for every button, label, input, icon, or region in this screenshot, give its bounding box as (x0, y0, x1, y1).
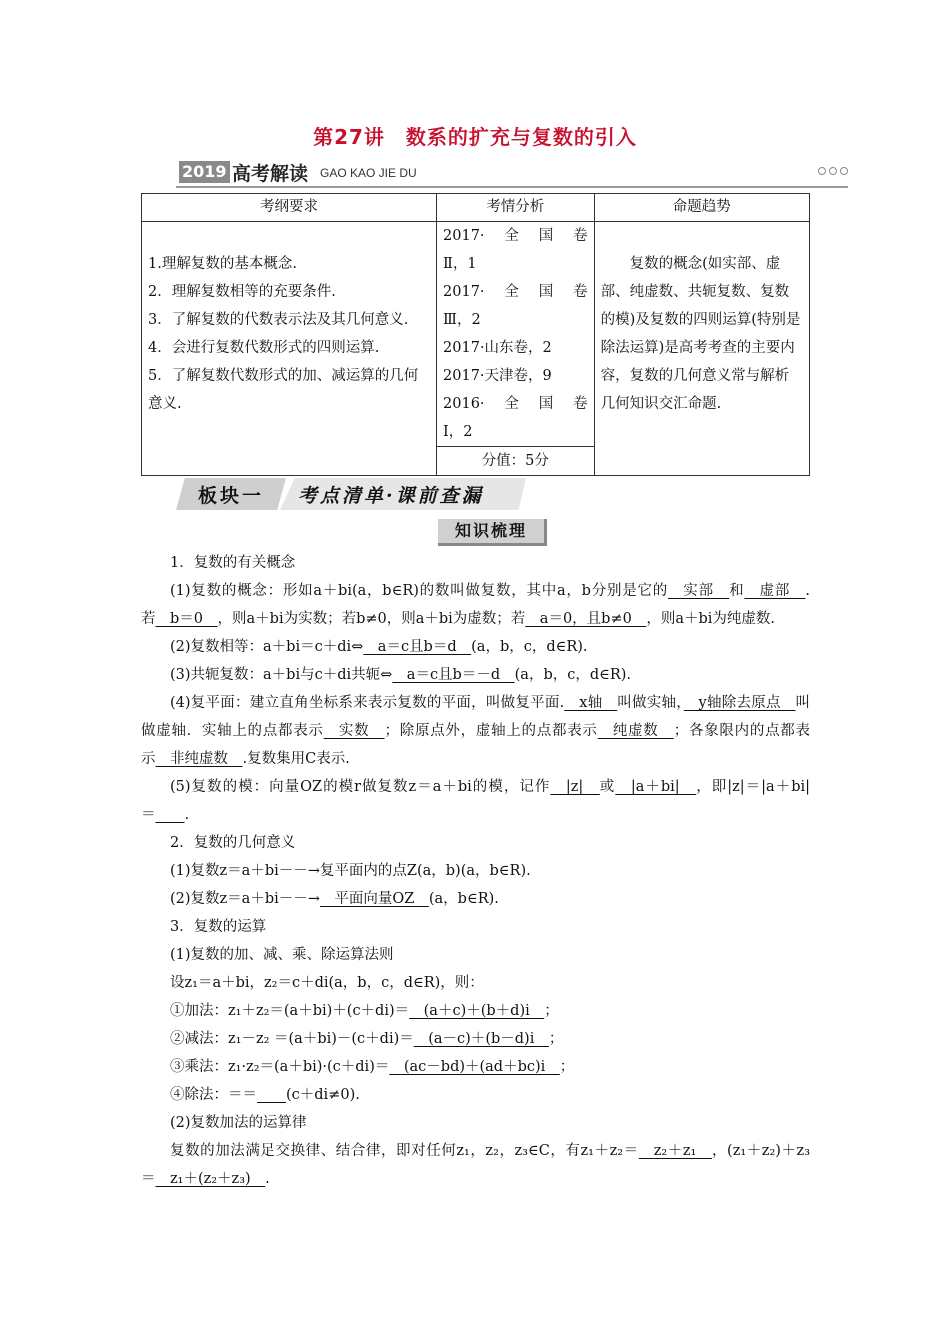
answer-blank: 平面向量OZ (319, 891, 429, 907)
requirements-cell (142, 222, 437, 476)
answer-blank: (a＋c)＋(b＋d)i (409, 1003, 545, 1019)
answer-blank: 实数 (323, 723, 385, 739)
paragraph-equality: (2)复数相等：a＋bi＝c＋di⇔ a＝c且b＝d (a，b，c，d∈R). (170, 639, 588, 655)
answer-blank: x轴 (564, 695, 618, 711)
knowledge-content (141, 549, 810, 1193)
requirement-item: 3．了解复数的代数表示法及其几何意义. (148, 312, 409, 328)
header-requirements: 考纲要求 (142, 194, 437, 222)
answer-blank: (a－c)＋(b－d)i (413, 1031, 549, 1047)
section-title: 考点清单·课前查漏 (298, 485, 484, 507)
answer-blank: b＝0 (155, 611, 218, 627)
answer-blank: 纯虚数 (597, 723, 674, 739)
answer-blank: z₂＋z₁ (638, 1143, 712, 1159)
analysis-item: 2017·全国卷 (443, 284, 588, 300)
requirement-item: 5．了解复数代数形式的加、减运算的几何意义. (148, 368, 419, 412)
heading-concepts: 1．复数的有关概念 (170, 555, 296, 571)
page-title: 第27讲 数系的扩充与复数的引入 (313, 125, 637, 149)
answer-blank: 实部 (668, 583, 730, 599)
answer-blank: a＝0，且b≠0 (525, 611, 647, 627)
paragraph-geometric-vector: (2)复数z＝a＋bi－－→ 平面向量OZ (a，b∈R). (170, 891, 499, 907)
paragraph-subtraction: ②减法：z₁－z₂ ＝(a＋bi)－(c＋di)＝ (a－c)＋(b－d)i ； (170, 1031, 564, 1047)
heading-geometric-meaning: 2．复数的几何意义 (170, 835, 296, 851)
paragraph-division: ④除法：＝＝ (c＋di≠0). (170, 1087, 360, 1103)
paragraph-addition: ①加法：z₁＋z₂＝(a＋bi)＋(c＋di)＝ (a＋c)＋(b＋d)i ； (170, 1003, 559, 1019)
paragraph-modulus: (5)复数的模：向量OZ的模r做复数z＝a＋bi的模，记作 |z| 或 |a＋bi| ，即|z|＝|a＋bi|＝ . (141, 779, 810, 823)
answer-blank (257, 1087, 286, 1103)
answer-blank: a＝c且b＝d (363, 639, 472, 655)
requirement-item: 2．理解复数相等的充要条件. (148, 284, 336, 300)
answer-blank: |z| (550, 779, 600, 795)
analysis-item: Ⅰ，2 (443, 424, 473, 440)
answer-blank: y轴除去原点 (683, 695, 796, 711)
answer-blank: 非纯虚数 (155, 751, 243, 767)
heading-operations: 3．复数的运算 (170, 919, 267, 935)
answer-blank: (ac－bd)＋(ad＋bc)i (389, 1059, 560, 1075)
score-value: 分值：5分 (437, 446, 594, 475)
trend-cell: 复数的概念(如实部、虚部、纯虚数、共轭复数、复数的模)及复数的四则运算(特别是除法运算)是高考考查的主要内容，复数的几何意义常与解析几何知识交汇命题. (594, 222, 809, 476)
exam-interpretation-banner (176, 159, 848, 188)
analysis-item: 2016·全国卷 (443, 396, 588, 412)
requirement-item: 4．会进行复数代数形式的四则运算. (148, 340, 380, 356)
paragraph-geometric-point: (1)复数z＝a＋bi－－→复平面内的点Z(a，b)(a，b∈R). (170, 863, 531, 879)
subheading-operation-rules: (1)复数的加、减、乘、除运算法则 (170, 947, 394, 963)
banner-year: 2019 (179, 161, 230, 183)
requirement-item: 1.理解复数的基本概念. (148, 256, 297, 272)
banner-english: GAO KAO JIE DU (320, 166, 417, 180)
analysis-item: 2017·全国卷 (443, 228, 588, 244)
answer-blank (156, 807, 185, 823)
section-banner (176, 478, 526, 510)
answer-blank: a＝c且b＝－d (392, 667, 515, 683)
answer-blank: 虚部 (744, 583, 806, 599)
paragraph-addition-laws: 复数的加法满足交换律、结合律，即对任何z₁，z₂，z₃∈C，有z₁＋z₂＝ z₂＋z₁ ，(z₁＋z₂)＋z₃＝ z₁＋(z₂＋z₃) . (141, 1143, 811, 1187)
subheading-addition-laws: (2)复数加法的运算律 (170, 1115, 307, 1131)
answer-blank: z₁＋(z₂＋z₃) (155, 1171, 266, 1187)
paragraph-complex-plane: (4)复平面：建立直角坐标系来表示复数的平面，叫做复平面. x轴 叫做实轴， y轴除去原点 叫做虚轴．实轴上的点都表示 实数 ；除原点外，虚轴上的点都表示 纯虚数 ；各象限内的点都表示 非纯虚数 .复数集用C表示. (141, 695, 811, 767)
section-part-label: 板块一 (198, 485, 265, 507)
analysis-item: 2017·山东卷，2 (443, 340, 552, 356)
analysis-cell (437, 222, 595, 476)
knowledge-summary-label: 知识梳理 (438, 519, 547, 546)
header-analysis: 考情分析 (437, 194, 595, 222)
banner-label: 高考解读 (232, 163, 309, 185)
analysis-item: Ⅱ，1 (443, 256, 477, 272)
answer-blank: |a＋bi| (615, 779, 697, 795)
exam-analysis-table (141, 193, 810, 476)
paragraph-setup: 设z₁＝a＋bi，z₂＝c＋di(a，b，c，d∈R)，则： (170, 975, 484, 991)
analysis-item: Ⅲ，2 (443, 312, 481, 328)
decorative-dots-icon (818, 167, 848, 175)
paragraph-complex-concept: (1)复数的概念：形如a＋bi(a，b∈R)的数叫做复数，其中a，b分别是它的 实部 和 虚部 .若 b＝0 ，则a＋bi为实数；若b≠0，则a＋bi为虚数；若 a＝0，且b≠0 ，则a＋bi为纯虚数. (141, 583, 811, 627)
header-trend: 命题趋势 (594, 194, 809, 222)
paragraph-multiplication: ③乘法：z₁·z₂＝(a＋bi)·(c＋di)＝ (ac－bd)＋(ad＋bc)i ； (170, 1059, 575, 1075)
analysis-item: 2017·天津卷，9 (443, 368, 552, 384)
paragraph-conjugate: (3)共轭复数：a＋bi与c＋di共轭⇔ a＝c且b＝－d (a，b，c，d∈R). (170, 667, 632, 683)
